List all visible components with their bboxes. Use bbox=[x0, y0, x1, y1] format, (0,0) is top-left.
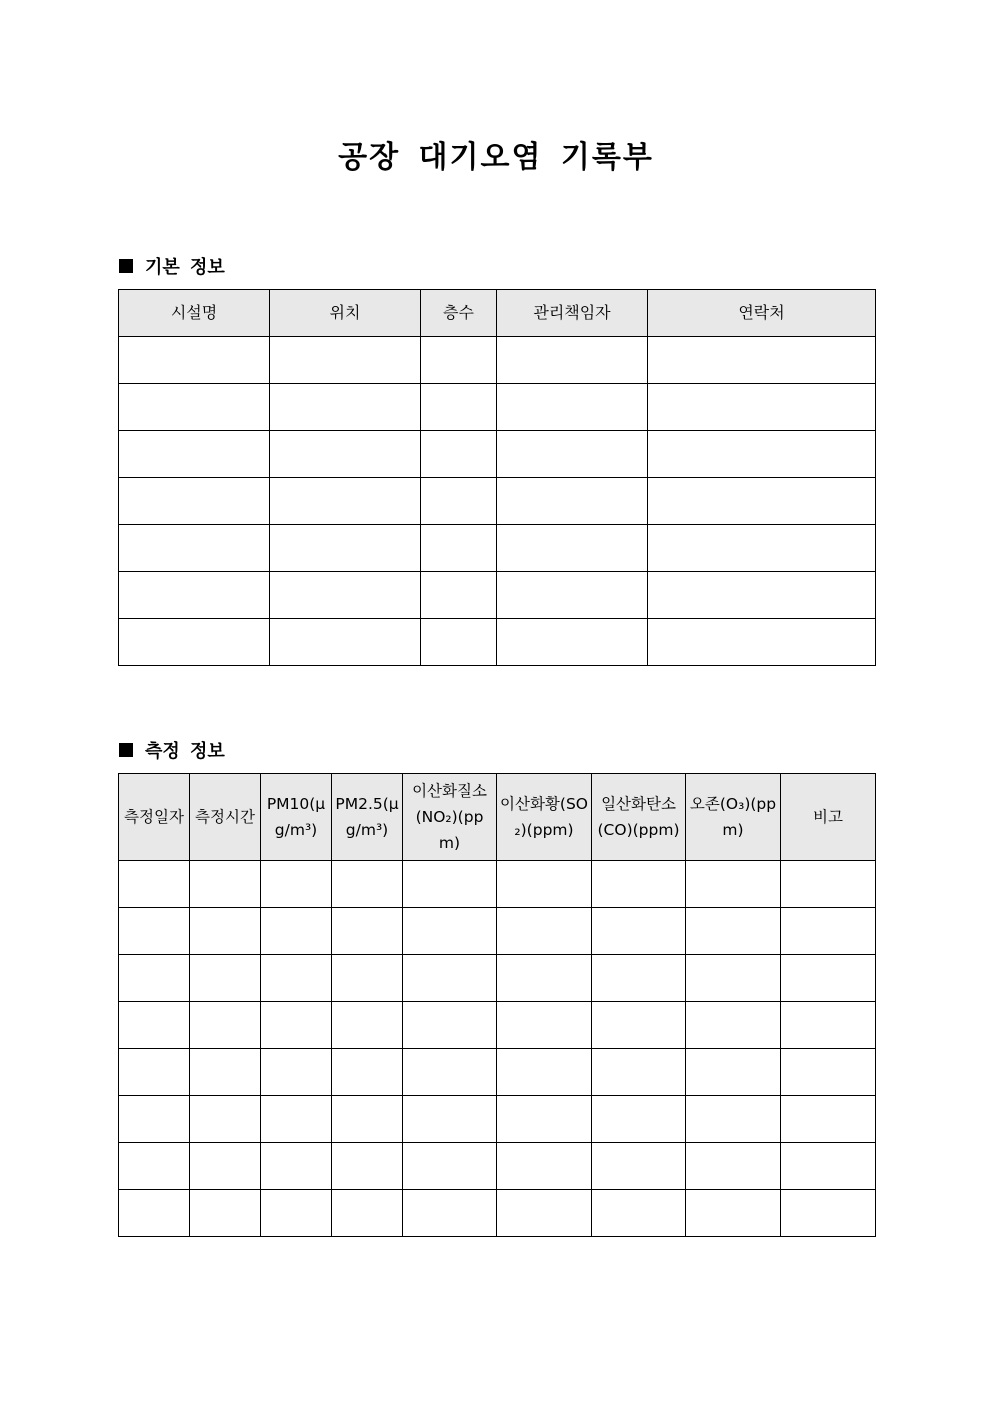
measurement-info-table bbox=[118, 773, 876, 1237]
table-cell[interactable] bbox=[332, 1143, 403, 1190]
table-cell[interactable] bbox=[261, 955, 332, 1002]
table-cell[interactable] bbox=[592, 1096, 686, 1143]
table-header-row bbox=[119, 774, 876, 861]
table-cell[interactable] bbox=[190, 861, 261, 908]
column-header-floors: 층수 bbox=[421, 290, 497, 337]
table-cell[interactable] bbox=[119, 525, 270, 572]
table-cell[interactable] bbox=[119, 1049, 190, 1096]
column-header-pm10: PM10(μg/m³) bbox=[261, 774, 332, 861]
table-cell[interactable] bbox=[119, 478, 270, 525]
table-cell[interactable] bbox=[190, 908, 261, 955]
table-cell[interactable] bbox=[261, 908, 332, 955]
table-cell[interactable] bbox=[270, 619, 421, 666]
table-cell[interactable] bbox=[497, 337, 648, 384]
table-cell[interactable] bbox=[270, 337, 421, 384]
table-cell[interactable] bbox=[403, 908, 497, 955]
table-cell[interactable] bbox=[686, 1143, 781, 1190]
table-cell[interactable] bbox=[119, 619, 270, 666]
table-cell[interactable] bbox=[270, 525, 421, 572]
table-cell[interactable] bbox=[119, 431, 270, 478]
table-cell[interactable] bbox=[190, 1143, 261, 1190]
column-header-measure-date: 측정일자 bbox=[119, 774, 190, 861]
column-header-measure-time: 측정시간 bbox=[190, 774, 261, 861]
table-cell[interactable] bbox=[332, 1190, 403, 1237]
table-row bbox=[119, 431, 876, 478]
table-cell[interactable] bbox=[403, 1002, 497, 1049]
table-cell[interactable] bbox=[190, 1096, 261, 1143]
column-header-manager: 관리책임자 bbox=[497, 290, 648, 337]
basic-info-heading bbox=[119, 253, 225, 279]
table-cell[interactable] bbox=[686, 861, 781, 908]
table-cell[interactable] bbox=[421, 478, 497, 525]
table-cell[interactable] bbox=[592, 1190, 686, 1237]
table-cell[interactable] bbox=[592, 861, 686, 908]
table-cell[interactable] bbox=[270, 431, 421, 478]
table-cell[interactable] bbox=[648, 619, 876, 666]
table-cell[interactable] bbox=[261, 1002, 332, 1049]
column-header-co: 일산화탄소(CO)(ppm) bbox=[592, 774, 686, 861]
table-cell[interactable] bbox=[648, 478, 876, 525]
table-cell[interactable] bbox=[270, 478, 421, 525]
table-cell[interactable] bbox=[592, 1143, 686, 1190]
table-cell[interactable] bbox=[119, 1096, 190, 1143]
table-cell[interactable] bbox=[781, 1049, 876, 1096]
table-cell[interactable] bbox=[421, 525, 497, 572]
table-header-row bbox=[119, 290, 876, 337]
table-cell[interactable] bbox=[190, 1190, 261, 1237]
table-cell[interactable] bbox=[497, 619, 648, 666]
table-row bbox=[119, 955, 876, 1002]
table-row bbox=[119, 619, 876, 666]
table-cell[interactable] bbox=[592, 908, 686, 955]
table-cell[interactable] bbox=[403, 861, 497, 908]
table-cell[interactable] bbox=[592, 1002, 686, 1049]
column-header-pm25: PM2.5(μg/m³) bbox=[332, 774, 403, 861]
table-cell[interactable] bbox=[332, 955, 403, 1002]
table-cell[interactable] bbox=[421, 619, 497, 666]
column-header-no2: 이산화질소(NO₂)(ppm) bbox=[403, 774, 497, 861]
table-cell[interactable] bbox=[332, 861, 403, 908]
table-cell[interactable] bbox=[497, 1143, 592, 1190]
table-cell[interactable] bbox=[497, 1096, 592, 1143]
table-row bbox=[119, 478, 876, 525]
table-cell[interactable] bbox=[190, 955, 261, 1002]
table-cell[interactable] bbox=[686, 955, 781, 1002]
table-cell[interactable] bbox=[781, 908, 876, 955]
table-cell[interactable] bbox=[261, 861, 332, 908]
table-cell[interactable] bbox=[190, 1049, 261, 1096]
table-cell[interactable] bbox=[781, 1143, 876, 1190]
table-cell[interactable] bbox=[686, 1002, 781, 1049]
table-row bbox=[119, 337, 876, 384]
column-header-so2: 이산화황(SO₂)(ppm) bbox=[497, 774, 592, 861]
table-row bbox=[119, 1096, 876, 1143]
table-cell[interactable] bbox=[119, 337, 270, 384]
table-cell[interactable] bbox=[648, 384, 876, 431]
table-cell[interactable] bbox=[332, 1049, 403, 1096]
table-cell[interactable] bbox=[332, 1096, 403, 1143]
table-cell[interactable] bbox=[261, 1049, 332, 1096]
table-row bbox=[119, 525, 876, 572]
table-row bbox=[119, 1190, 876, 1237]
measurement-info-heading bbox=[119, 737, 225, 763]
table-cell[interactable] bbox=[270, 572, 421, 619]
table-cell[interactable] bbox=[781, 955, 876, 1002]
table-cell[interactable] bbox=[781, 1002, 876, 1049]
table-cell[interactable] bbox=[119, 572, 270, 619]
table-row bbox=[119, 908, 876, 955]
column-header-facility-name: 시설명 bbox=[119, 290, 270, 337]
table-cell[interactable] bbox=[497, 1002, 592, 1049]
table-cell[interactable] bbox=[119, 1190, 190, 1237]
table-cell[interactable] bbox=[119, 1002, 190, 1049]
table-cell[interactable] bbox=[190, 1002, 261, 1049]
table-cell[interactable] bbox=[686, 1190, 781, 1237]
table-cell[interactable] bbox=[421, 431, 497, 478]
table-cell[interactable] bbox=[332, 908, 403, 955]
column-header-ozone: 오존(O₃)(ppm) bbox=[686, 774, 781, 861]
table-cell[interactable] bbox=[686, 908, 781, 955]
table-cell[interactable] bbox=[497, 431, 648, 478]
table-cell[interactable] bbox=[497, 955, 592, 1002]
document-title: 공장 대기오염 기록부 bbox=[338, 140, 654, 175]
table-cell[interactable] bbox=[421, 337, 497, 384]
basic-info-table bbox=[118, 289, 876, 666]
table-cell[interactable] bbox=[648, 525, 876, 572]
table-cell[interactable] bbox=[648, 572, 876, 619]
table-row bbox=[119, 1143, 876, 1190]
table-cell[interactable] bbox=[421, 384, 497, 431]
table-cell[interactable] bbox=[497, 572, 648, 619]
table-cell[interactable] bbox=[119, 1143, 190, 1190]
table-cell[interactable] bbox=[261, 1096, 332, 1143]
basic-info-heading-label: 기본 정보 bbox=[145, 257, 225, 278]
table-cell[interactable] bbox=[403, 1096, 497, 1143]
table-cell[interactable] bbox=[421, 572, 497, 619]
table-cell[interactable] bbox=[119, 955, 190, 1002]
table-cell[interactable] bbox=[592, 955, 686, 1002]
table-cell[interactable] bbox=[686, 1096, 781, 1143]
table-cell[interactable] bbox=[261, 1143, 332, 1190]
square-bullet-icon bbox=[119, 259, 133, 273]
table-cell[interactable] bbox=[497, 384, 648, 431]
table-cell[interactable] bbox=[592, 1049, 686, 1096]
column-header-location: 위치 bbox=[270, 290, 421, 337]
table-cell[interactable] bbox=[119, 861, 190, 908]
table-cell[interactable] bbox=[648, 431, 876, 478]
table-row bbox=[119, 1049, 876, 1096]
table-cell[interactable] bbox=[119, 908, 190, 955]
column-header-contact: 연락처 bbox=[648, 290, 876, 337]
table-row bbox=[119, 861, 876, 908]
table-cell[interactable] bbox=[270, 384, 421, 431]
table-cell[interactable] bbox=[403, 1049, 497, 1096]
table-cell[interactable] bbox=[781, 1190, 876, 1237]
table-cell[interactable] bbox=[497, 478, 648, 525]
table-row bbox=[119, 572, 876, 619]
table-cell[interactable] bbox=[261, 1190, 332, 1237]
table-cell[interactable] bbox=[332, 1002, 403, 1049]
table-cell[interactable] bbox=[403, 1190, 497, 1237]
table-cell[interactable] bbox=[497, 1190, 592, 1237]
table-cell[interactable] bbox=[497, 525, 648, 572]
table-cell[interactable] bbox=[781, 1096, 876, 1143]
table-cell[interactable] bbox=[497, 908, 592, 955]
table-cell[interactable] bbox=[403, 955, 497, 1002]
table-cell[interactable] bbox=[497, 861, 592, 908]
table-cell[interactable] bbox=[119, 384, 270, 431]
table-cell[interactable] bbox=[403, 1143, 497, 1190]
table-cell[interactable] bbox=[686, 1049, 781, 1096]
square-bullet-icon bbox=[119, 743, 133, 757]
table-cell[interactable] bbox=[497, 1049, 592, 1096]
table-row bbox=[119, 1002, 876, 1049]
column-header-remarks: 비고 bbox=[781, 774, 876, 861]
table-row bbox=[119, 384, 876, 431]
table-cell[interactable] bbox=[648, 337, 876, 384]
table-cell[interactable] bbox=[781, 861, 876, 908]
measurement-info-heading-label: 측정 정보 bbox=[145, 741, 225, 762]
